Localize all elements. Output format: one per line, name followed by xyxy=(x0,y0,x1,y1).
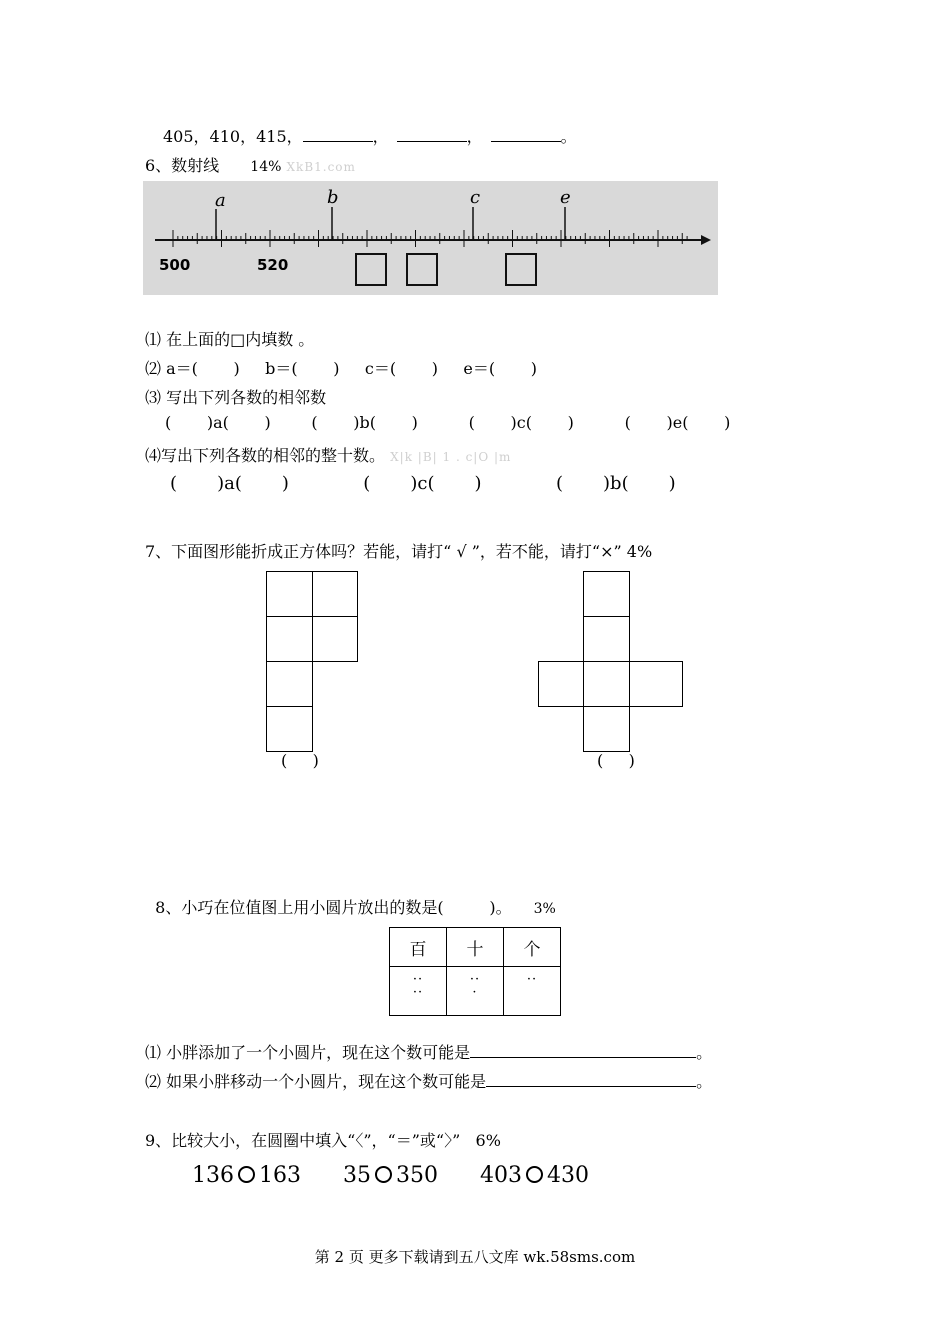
net-square xyxy=(583,706,630,752)
compare-circle[interactable] xyxy=(526,1166,543,1183)
dots-tens: ·· · xyxy=(447,967,504,1016)
q6-heading xyxy=(145,153,356,176)
net-square xyxy=(312,571,358,617)
q8-item-2-row xyxy=(145,1069,712,1092)
net-square xyxy=(629,661,683,707)
q8-heading xyxy=(145,876,556,918)
net-square xyxy=(266,571,313,617)
net-square xyxy=(266,706,313,752)
q6-item-1: ⑴ 在上面的□内填数 。 xyxy=(145,330,315,349)
q8-item-1-row xyxy=(145,1040,712,1063)
label-520: 520 xyxy=(257,256,289,274)
compare-right: 430 xyxy=(547,1163,589,1188)
net-square xyxy=(583,616,630,662)
separator: ， xyxy=(466,127,483,146)
sequence-line xyxy=(163,124,577,147)
q6-item-3-answers: ( )a( ) ( )b( ) ( )c( ) ( )e( ) xyxy=(165,413,731,432)
q8-score: 3% xyxy=(533,901,556,917)
number-ray xyxy=(143,181,718,295)
net-square xyxy=(583,661,630,707)
q8-item-1: ⑴ 小胖添加了一个小圆片，现在这个数可能是 xyxy=(145,1043,471,1062)
compare-right: 350 xyxy=(396,1163,438,1188)
q6-item-2: ⑵ a＝( ) b＝( ) c＝( ) e＝( ) xyxy=(145,359,537,378)
answer-blank[interactable] xyxy=(486,1072,696,1087)
mark-b: b xyxy=(327,187,339,208)
answer-box[interactable] xyxy=(407,254,437,285)
net-square xyxy=(538,661,584,707)
q7-answer-right[interactable]: ( ) xyxy=(597,751,635,770)
net-square xyxy=(583,571,630,617)
sequence-numbers: 405，410，415， xyxy=(163,127,303,146)
q8-item-2: ⑵ 如果小胖移动一个小圆片，现在这个数可能是 xyxy=(145,1072,487,1091)
label-500: 500 xyxy=(159,256,191,274)
page-footer: 第 2 页 更多下载请到五八文库 wk.58sms.com xyxy=(314,1248,636,1266)
place-value-table xyxy=(389,927,561,1016)
answer-blank[interactable] xyxy=(491,127,561,142)
q9-title: 9、比较大小，在圆圈中填入“〈”，“＝”或“〉” 6% xyxy=(145,1131,501,1150)
answer-box[interactable] xyxy=(506,254,536,285)
header-tens: 十 xyxy=(447,928,504,967)
q6-item-4-row xyxy=(145,443,511,466)
q6-item-4: ⑷写出下列各数的相邻的整十数。 xyxy=(145,446,386,465)
q8-title: 8、小巧在位值图上用小圆片放出的数是( )。 xyxy=(155,898,512,917)
mark-c: c xyxy=(470,187,481,208)
number-ray-image xyxy=(143,181,718,295)
mark-e: e xyxy=(560,187,571,208)
header-ones: 个 xyxy=(504,928,561,967)
q6-item-3: ⑶ 写出下列各数的相邻数 xyxy=(145,388,327,407)
answer-blank[interactable] xyxy=(397,127,467,142)
q6-item-4-answers: ( )a( ) ( )c( ) ( )b( ) xyxy=(170,473,676,494)
compare-left: 403 xyxy=(480,1163,522,1188)
answer-blank[interactable] xyxy=(470,1043,696,1058)
period: 。 xyxy=(560,127,577,146)
compare-left: 136 xyxy=(192,1163,234,1188)
q7-answer-left[interactable]: ( ) xyxy=(281,751,319,770)
compare-row xyxy=(192,1163,589,1188)
q6-title: 6、数射线 xyxy=(145,156,220,175)
watermark: XkB1.com xyxy=(286,160,356,174)
mark-a: a xyxy=(215,190,226,211)
compare-circle[interactable] xyxy=(238,1166,255,1183)
answer-blank[interactable] xyxy=(303,127,373,142)
compare-circle[interactable] xyxy=(375,1166,392,1183)
header-hundreds: 百 xyxy=(390,928,447,967)
q6-score: 14% xyxy=(250,159,282,175)
net-square xyxy=(266,661,313,707)
period: 。 xyxy=(696,1072,713,1091)
period: 。 xyxy=(696,1043,713,1062)
q7-title: 7、下面图形能折成正方体吗？若能，请打“ √ ”，若不能，请打“×” 4% xyxy=(145,542,653,561)
net-square xyxy=(312,616,358,662)
dots-hundreds: ·· ·· xyxy=(390,967,447,1016)
watermark: X|k |B| 1 . c|O |m xyxy=(390,450,512,464)
separator: ， xyxy=(372,127,389,146)
answer-box[interactable] xyxy=(356,254,386,285)
dots-ones: ·· xyxy=(504,967,561,1016)
compare-left: 35 xyxy=(343,1163,371,1188)
net-square xyxy=(266,616,313,662)
compare-right: 163 xyxy=(259,1163,301,1188)
